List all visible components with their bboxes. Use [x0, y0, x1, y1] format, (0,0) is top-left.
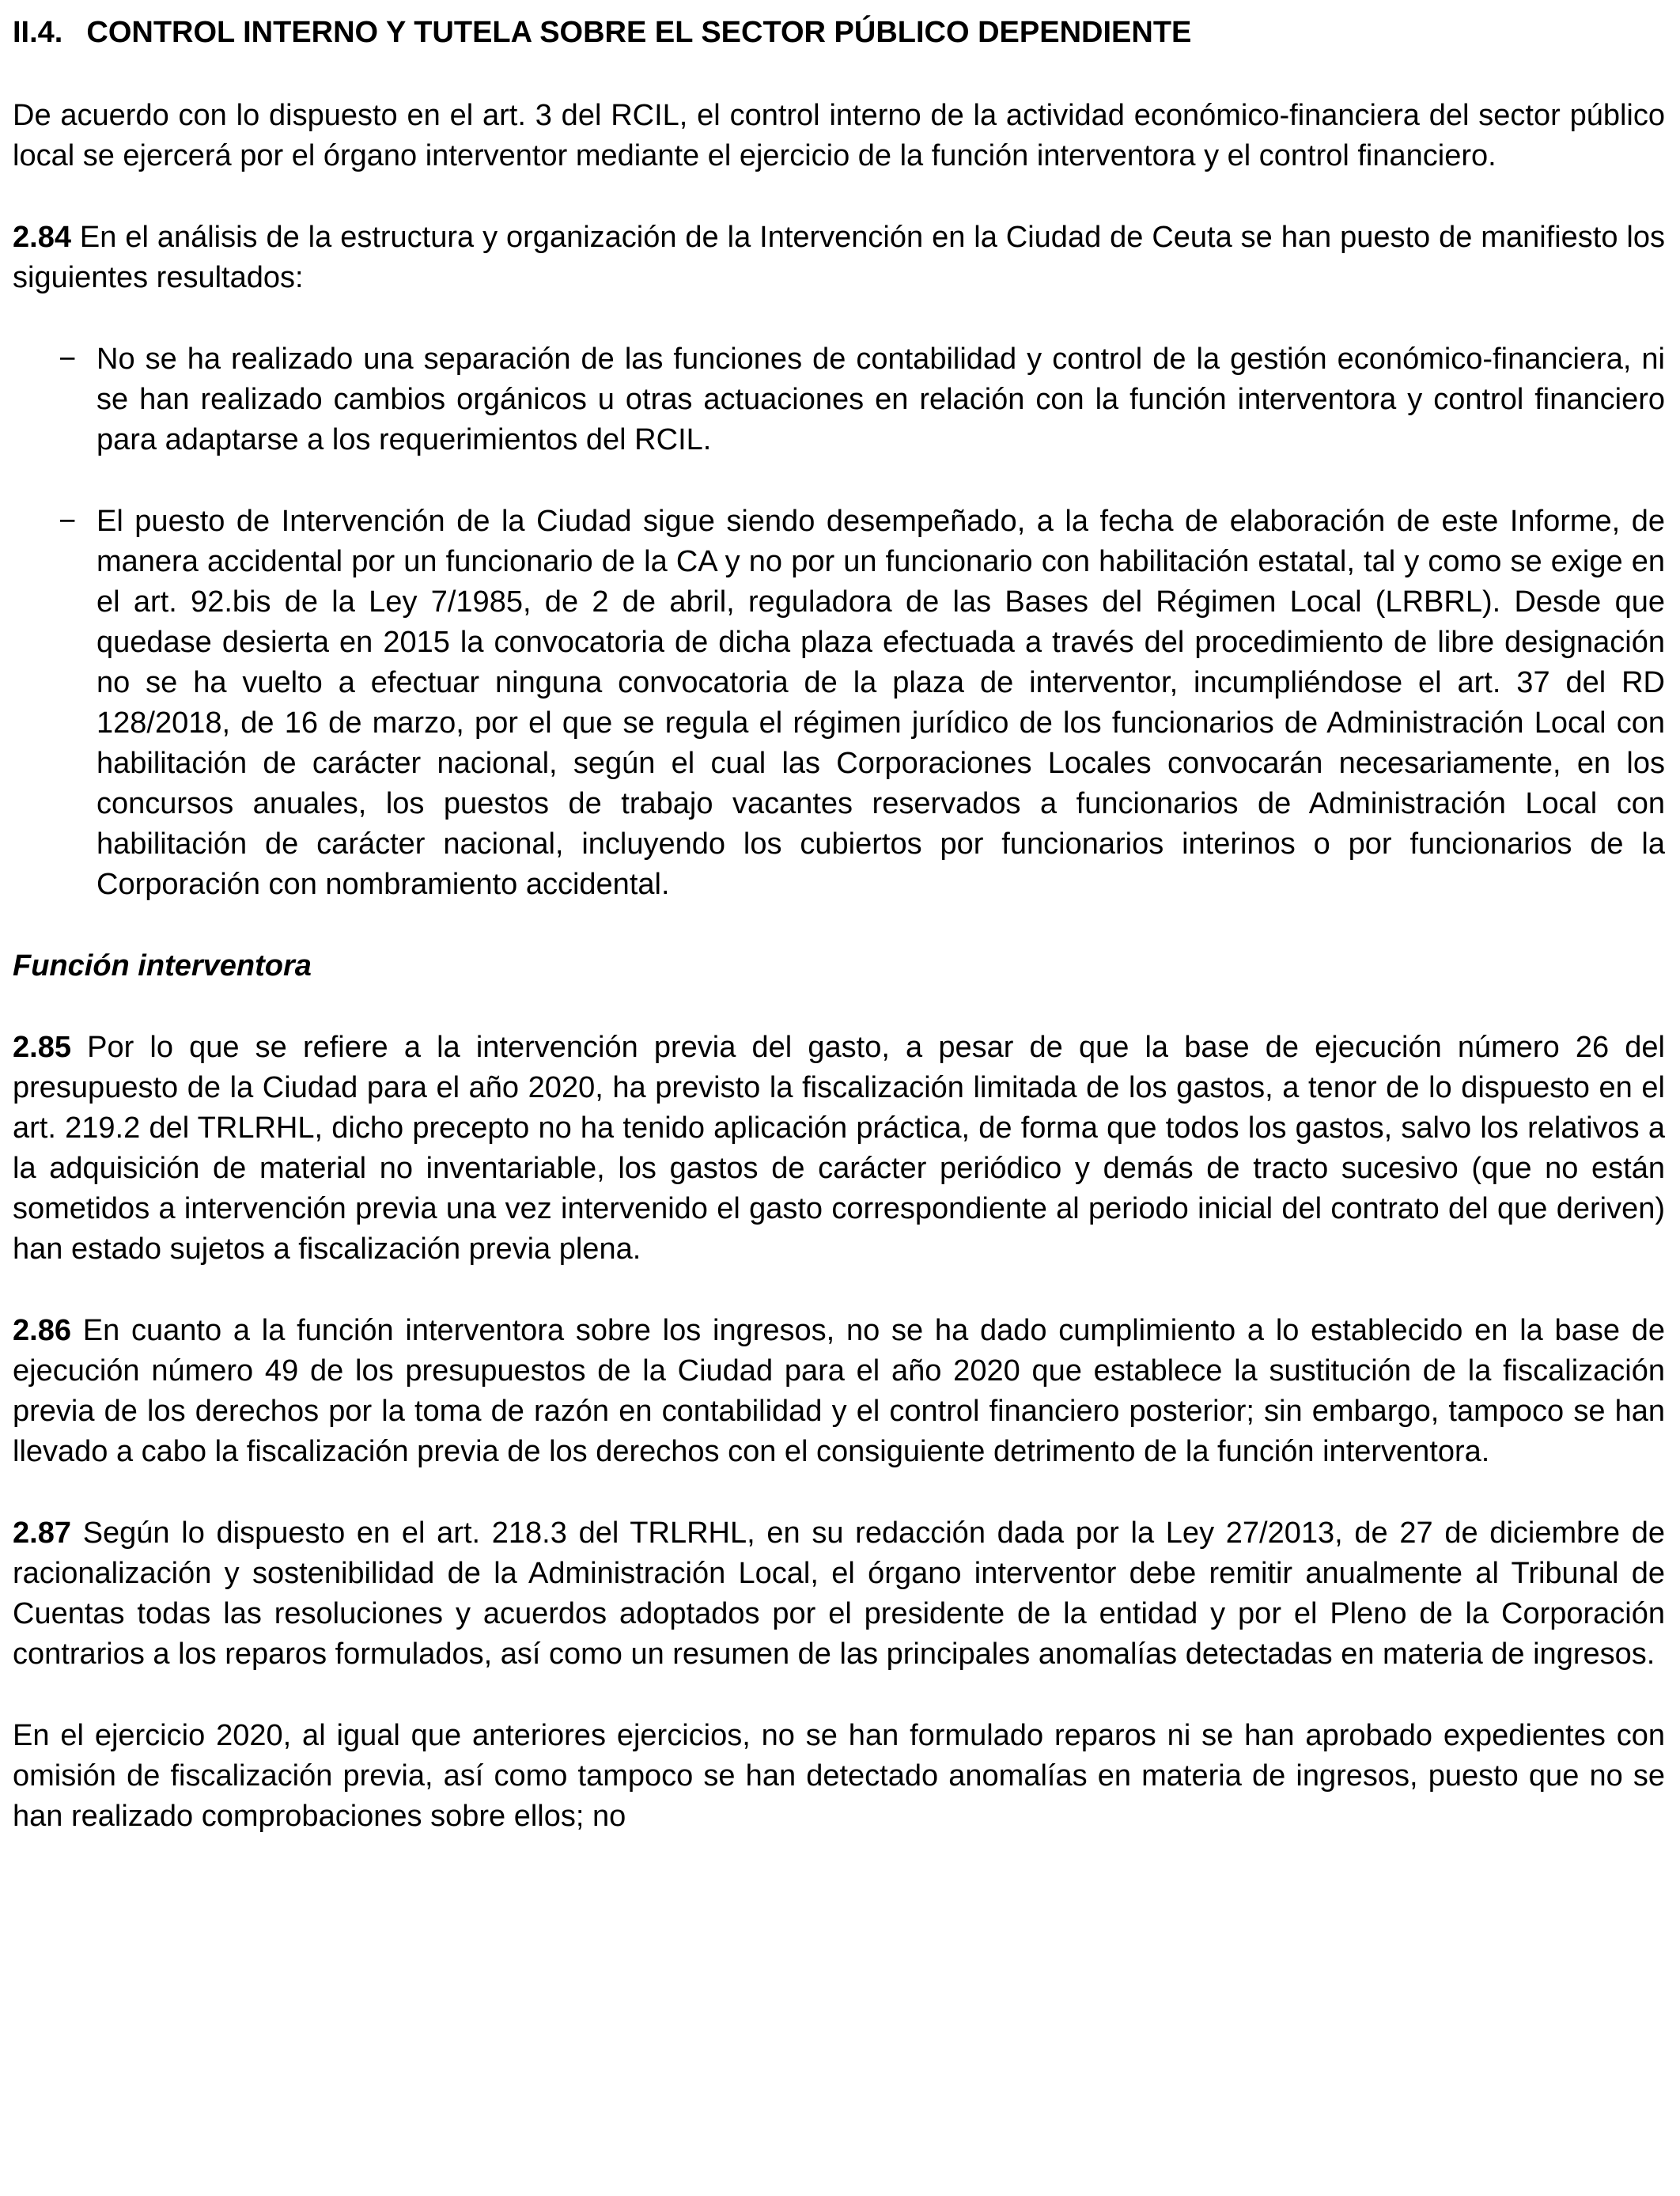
paragraph-2-87	[13, 1513, 1665, 1675]
section-title: CONTROL INTERNO Y TUTELA SOBRE EL SECTOR PÚBLICO DEPENDIENTE	[86, 16, 1192, 49]
paragraph-text: En el análisis de la estructura y organización de la Intervención en la Ciudad de Ceuta se han puesto de manifiesto los siguientes resultados:	[13, 221, 1665, 294]
paragraph-intro	[13, 96, 1665, 176]
paragraph-text: En cuanto a la función interventora sobre los ingresos, no se ha dado cumplimiento a lo establecido en la base de ejecución número 49 de los presupuestos de la Ciudad para el año 2020 que establece la sustitución de la fiscalización previa de los derechos por la toma de razón en contabilidad y el control financiero posterior; sin embargo, tampoco se han llevado a cabo la fiscalización previa de los derechos con el consiguiente detrimento de la función interventora.	[13, 1314, 1666, 1468]
dash-bullet-marker: −	[59, 505, 77, 538]
paragraph-2-85	[13, 1028, 1665, 1270]
paragraph-text: En el ejercicio 2020, al igual que anteriores ejercicios, no se han formulado reparos ni se han aprobado expedientes con omisión de fiscalización previa, así como tampoco se han detectado anomalías en materia de ingresos, puesto que no se han realizado comprobaciones sobre ellos; no	[13, 1719, 1665, 1833]
paragraph-2-84	[13, 218, 1665, 298]
paragraph-number: 2.84	[13, 221, 71, 254]
section-heading	[13, 13, 1665, 53]
paragraph-text: De acuerdo con lo dispuesto en el art. 3 del RCIL, el control interno de la actividad económico-financiera del sector público local se ejercerá por el órgano interventor mediante el ejercicio de la función interventora y el control financiero.	[13, 99, 1665, 172]
paragraph-text: Según lo dispuesto en el art. 218.3 del TRLRHL, en su redacción dada por la Ley 27/2013, de 27 de diciembre de racionalización y sostenibilidad de la Administración Local, el órgano interventor debe remitir anualmente al Tribunal de Cuentas todas las resoluciones y acuerdos adoptados por el presidente de la entidad y por el Pleno de la Corporación contrarios a los reparos formulados, así como un resumen de las principales anomalías detectadas en materia de ingresos.	[13, 1516, 1666, 1671]
paragraph-2-86	[13, 1311, 1665, 1472]
paragraph-closing	[13, 1716, 1665, 1837]
bullet-item-2	[59, 502, 1665, 905]
paragraph-number: 2.87	[13, 1516, 71, 1550]
bullet-item-1	[59, 339, 1665, 460]
paragraph-number: 2.85	[13, 1031, 71, 1064]
bullet-text: No se ha realizado una separación de las funciones de contabilidad y control de la gestión económico-financiera, ni se han realizado cambios orgánicos u otras actuaciones en relación con la función interventora y control financiero para adaptarse a los requerimientos del RCIL.	[96, 343, 1665, 456]
paragraph-number: 2.86	[13, 1314, 71, 1347]
section-number: II.4.	[13, 16, 63, 49]
paragraph-text: Por lo que se refiere a la intervención previa del gasto, a pesar de que la base de ejecución número 26 del presupuesto de la Ciudad para el año 2020, ha previsto la fiscalización limitada de los gastos, a tenor de lo dispuesto en el art. 219.2 del TRLRHL, dicho precepto no ha tenido aplicación práctica, de forma que todos los gastos, salvo los relativos a la adquisición de material no inventariable, los gastos de carácter periódico y demás de tracto sucesivo (que no están sometidos a intervención previa una vez intervenido el gasto correspondiente al periodo inicial del contrato del que deriven) han estado sujetos a fiscalización previa plena.	[13, 1031, 1665, 1266]
subsection-heading: Función interventora	[13, 949, 312, 983]
bullet-text: El puesto de Intervención de la Ciudad sigue siendo desempeñado, a la fecha de elaboración de este Informe, de manera accidental por un funcionario de la CA y no por un funcionario con habilitación estatal, tal y como se exige en el art. 92.bis de la Ley 7/1985, de 2 de abril, reguladora de las Bases del Régimen Local (LRBRL). Desde que quedase desierta en 2015 la convocatoria de dicha plaza efectuada a través del procedimiento de libre designación no se ha vuelto a efectuar ninguna convocatoria de la plaza de interventor, incumpliéndose el art. 37 del RD 128/2018, de 16 de marzo, por el que se regula el régimen jurídico de los funcionarios de Administración Local con habilitación de carácter nacional, según el cual las Corporaciones Locales convocarán necesariamente, en los concursos anuales, los puestos de trabajo vacantes reservados a funcionarios de Administración Local con habilitación de carácter nacional, incluyendo los cubiertos por funcionarios interinos o por funcionarios de la Corporación con nombramiento accidental.	[96, 505, 1665, 901]
dash-bullet-marker: −	[59, 343, 77, 376]
